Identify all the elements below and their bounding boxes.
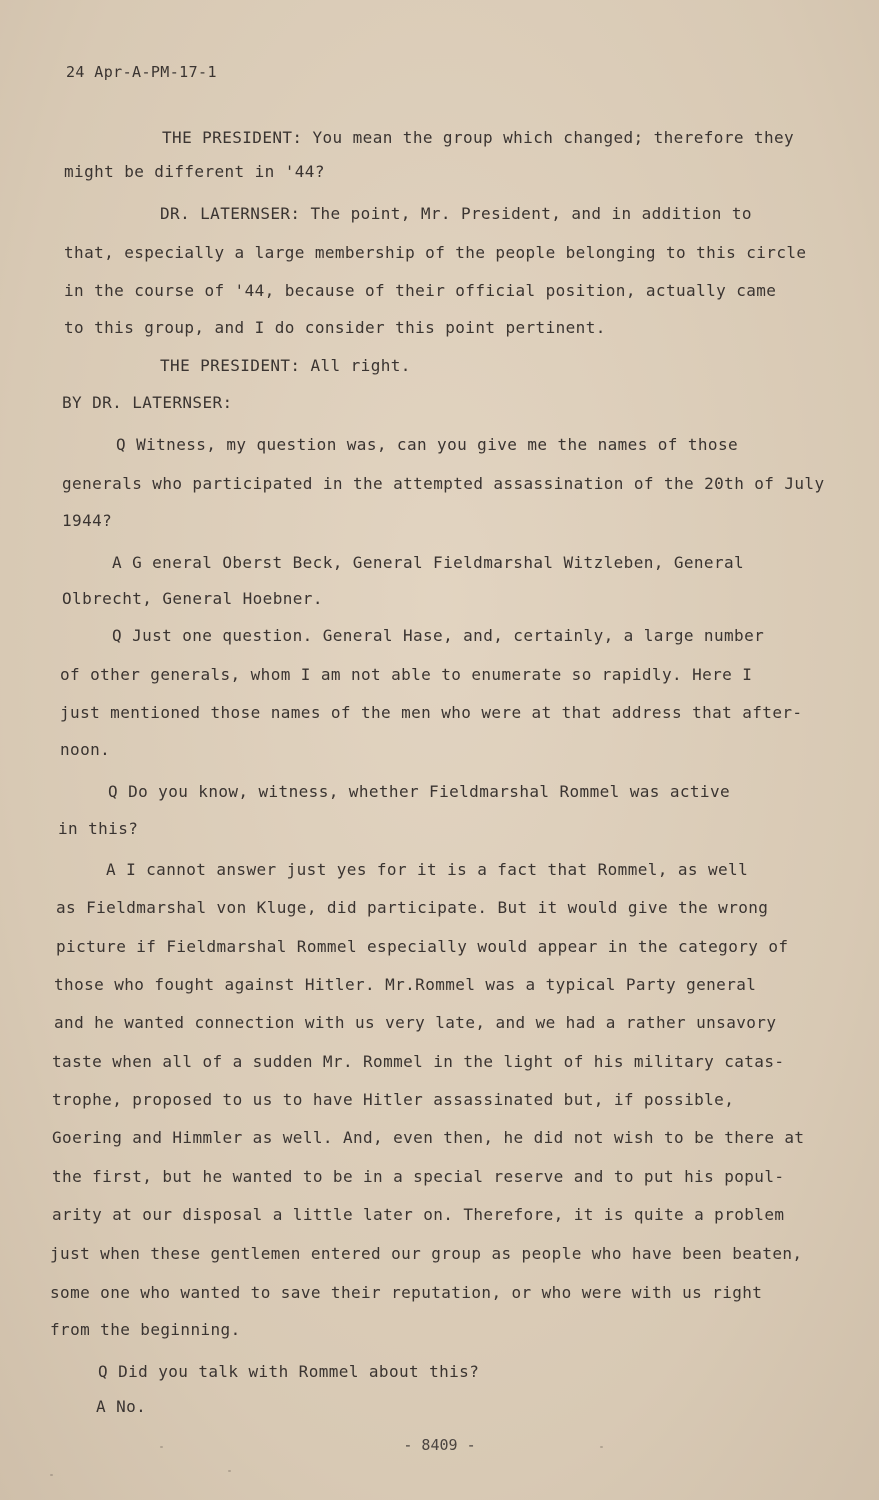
transcript-line: in this?	[58, 819, 139, 838]
transcript-line: 1944?	[62, 511, 113, 530]
transcript-line: of other generals, whom I am not able to enumerate so rapidly. Here I	[60, 665, 753, 684]
paper-speck	[228, 1470, 231, 1472]
transcript-line: might be different in '44?	[64, 162, 325, 181]
transcript-line: some one who wanted to save their reputation, or who were with us right	[50, 1283, 763, 1302]
transcript-line: THE PRESIDENT: All right.	[160, 356, 411, 375]
transcript-line: Q Do you know, witness, whether Fieldmarshal Rommel was active	[108, 782, 731, 801]
transcript-line: the first, but he wanted to be in a special reserve and to put his popul-	[52, 1167, 785, 1186]
transcript-line: from the beginning.	[50, 1320, 241, 1339]
transcript-line: A No.	[96, 1397, 147, 1416]
transcript-line: BY DR. LATERNSER:	[62, 393, 233, 412]
page-reference: 24 Apr-A-PM-17-1	[66, 63, 217, 81]
transcript-line: generals who participated in the attempted assassination of the 20th of July	[62, 474, 825, 493]
paper-speck	[600, 1446, 603, 1448]
transcript-line: and he wanted connection with us very late, and we had a rather unsavory	[54, 1013, 777, 1032]
transcript-line: Goering and Himmler as well. And, even then, he did not wish to be there at	[52, 1128, 805, 1147]
transcript-line: just mentioned those names of the men who were at that address that after-	[60, 703, 803, 722]
transcript-line: Olbrecht, General Hoebner.	[62, 589, 323, 608]
transcript-line: DR. LATERNSER: The point, Mr. President, and in addition to	[160, 204, 752, 223]
paper-speck	[160, 1446, 163, 1448]
transcript-line: arity at our disposal a little later on. Therefore, it is quite a problem	[52, 1205, 785, 1224]
transcript-line: that, especially a large membership of the people belonging to this circle	[64, 243, 807, 262]
transcript-line: Q Did you talk with Rommel about this?	[98, 1362, 480, 1381]
transcript-line: just when these gentlemen entered our group as people who have been beaten,	[50, 1244, 803, 1263]
transcript-line: as Fieldmarshal von Kluge, did participate. But it would give the wrong	[56, 898, 769, 917]
paper-speck	[50, 1474, 53, 1476]
transcript-line: those who fought against Hitler. Mr.Rommel was a typical Party general	[54, 975, 757, 994]
transcript-line: A I cannot answer just yes for it is a fact that Rommel, as well	[106, 860, 749, 879]
transcript-line: trophe, proposed to us to have Hitler assassinated but, if possible,	[52, 1090, 735, 1109]
transcript-line: THE PRESIDENT: You mean the group which changed; therefore they	[162, 128, 795, 147]
transcript-line: noon.	[60, 740, 111, 759]
transcript-line: picture if Fieldmarshal Rommel especially would appear in the category of	[56, 937, 789, 956]
page-number: - 8409 -	[403, 1436, 476, 1454]
transcript-line: Q Just one question. General Hase, and, certainly, a large number	[112, 626, 765, 645]
transcript-line: A G eneral Oberst Beck, General Fieldmarshal Witzleben, General	[112, 553, 745, 572]
transcript-line: Q Witness, my question was, can you give me the names of those	[116, 435, 739, 454]
transcript-line: to this group, and I do consider this point pertinent.	[64, 318, 606, 337]
transcript-line: in the course of '44, because of their official position, actually came	[64, 281, 777, 300]
transcript-line: taste when all of a sudden Mr. Rommel in the light of his military catas-	[52, 1052, 785, 1071]
